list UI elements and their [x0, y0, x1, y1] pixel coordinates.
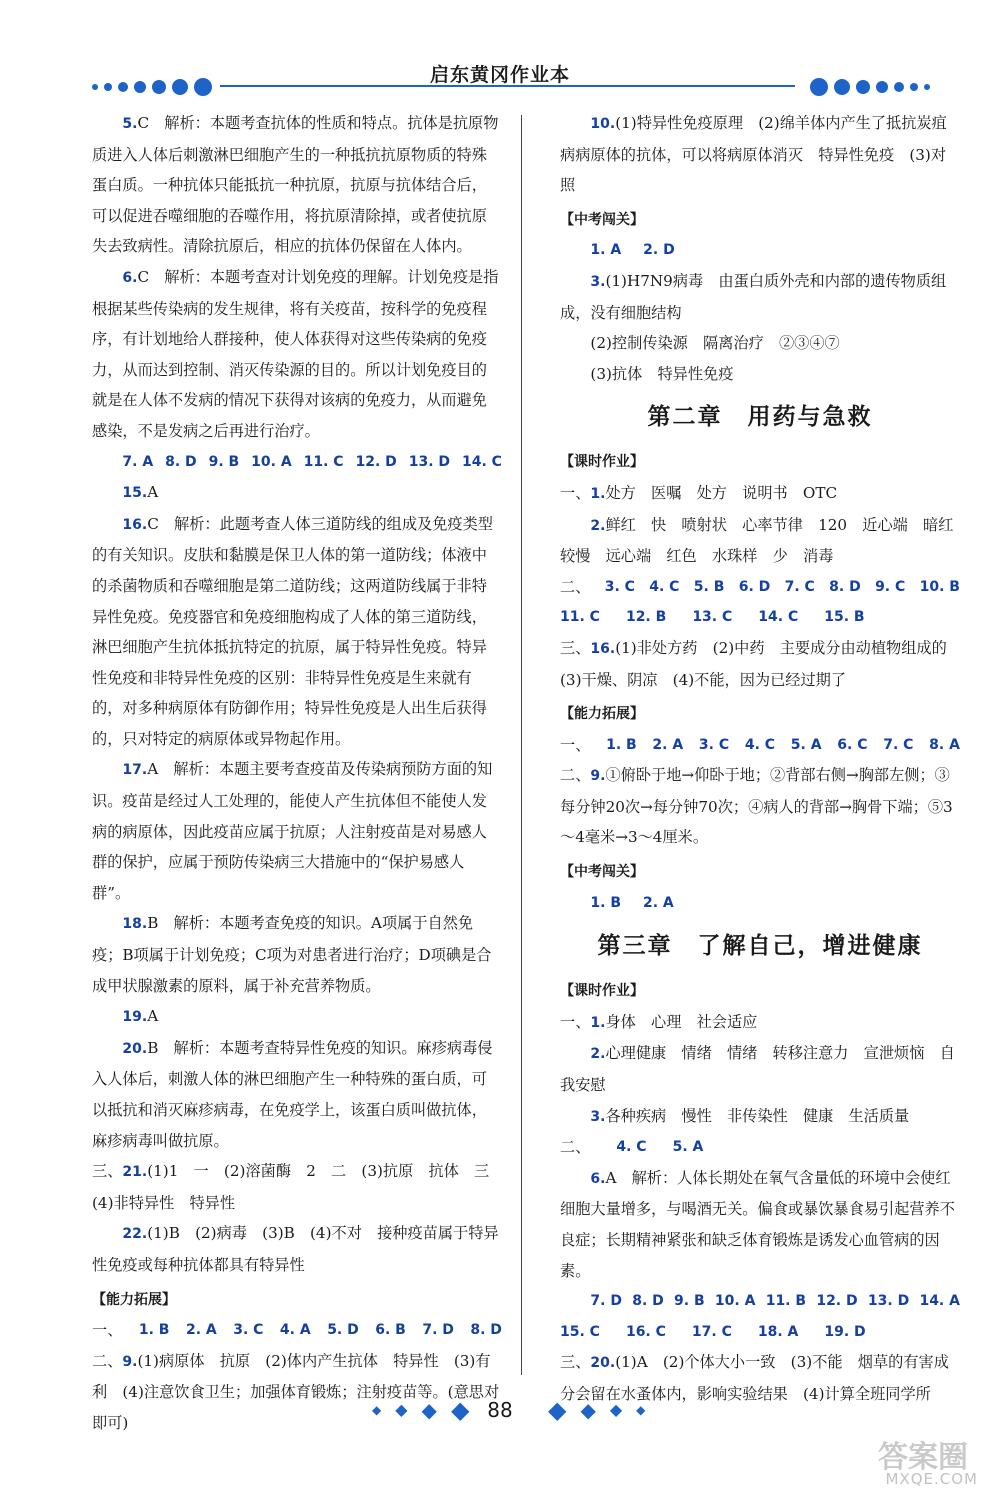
answer-item: 9. B: [208, 453, 240, 470]
answer-row: [92, 1315, 502, 1346]
left-column: [92, 108, 505, 1439]
question-number: 19.: [122, 1009, 148, 1026]
answer-paragraph: [92, 754, 502, 908]
question-number: 15.: [122, 485, 148, 502]
answer-item: 6. B: [375, 1322, 406, 1339]
answer-text: 身体 心理 社会适应: [605, 1012, 758, 1031]
answer-text: C 解析：此题考查人体三道防线的组成及免疫类型的有关知识。皮肤和黏膜是保卫人体的第一道防线；体液中的杀菌物质和吞噬细胞是第二道防线；这两道防线属于非特异性免疫。免疫器官和免疫细胞构成了人体的第三道防线，淋巴细胞产生抗体抵抗特定的抗原，属于特异性免疫。特异性免疫和非特异性免疫的区别：非特异性免疫是生来就有的，对多种病原体有防御作用；特异性免疫是人出生后获得的，只对特定的病原体或异物起作用。: [92, 514, 493, 748]
answer-item: 12. D: [816, 1293, 858, 1310]
answer-item: 1. B: [138, 1322, 170, 1339]
answer-text: C 解析：本题考查抗体的性质和特点。抗体是抗原物质进入人体后刺激淋巴细胞产生的一种抵抗抗原物质的特殊蛋白质。一种抗体只能抵抗一种抗原，抗原与抗体结合后，可以促进吞噬细胞的吞噬作用，将抗原清除掉，或者使抗原失去致病性。清除抗原后，相应的抗体仍保留在人体内。: [92, 114, 499, 256]
page-footer: [0, 1392, 1000, 1432]
answer-item: 12. D: [355, 453, 397, 470]
answer-item: 14. A: [919, 1293, 960, 1310]
answer-text: (1)病原体 抗原 (2)体内产生抗体 特异性 (3)有利 (4)注意饮食卫生；加强体育锻炼；注射疫苗等。(意思对即可): [92, 1351, 500, 1432]
question-number: 6.: [122, 269, 138, 286]
answer-paragraph: [92, 1218, 502, 1280]
answer-item: 18. A: [757, 1323, 799, 1340]
answer-item: 19. D: [824, 1323, 866, 1340]
chapter-heading: 第二章 用药与急救: [647, 404, 873, 431]
answer-item: 8. D: [470, 1322, 502, 1339]
answer-paragraph: [560, 760, 960, 853]
header-dots-right: [810, 72, 930, 102]
answer-row: [560, 730, 960, 761]
answer-paragraph: [92, 1033, 502, 1156]
answer-item: 10. B: [919, 578, 960, 595]
section-heading: 【能力拓展】: [560, 706, 644, 723]
item-prefix: 二、: [560, 577, 591, 596]
answer-text: (1)非处方药 (2)中药 主要成分由动植物组成的 (3)干燥、阴凉 (4)不能，因为已经过期了: [560, 638, 962, 689]
answer-item: 1. A: [590, 242, 622, 259]
answer-paragraph: [560, 108, 960, 201]
answer-item: 11. C: [560, 609, 600, 626]
answer-text: (1)B (2)病毒 (3)B (4)不对 接种疫苗属于特异性免疫或每种抗体都具有特异性: [92, 1224, 499, 1274]
answer-paragraph: [92, 262, 502, 447]
question-number: 9.: [590, 768, 606, 785]
section-heading: 【课时作业】: [560, 983, 644, 1000]
question-number: 17.: [122, 762, 148, 779]
answer-item: 10. A: [714, 1293, 756, 1310]
answer-item: 9. C: [875, 578, 906, 595]
answer-item: 1. B: [590, 894, 621, 911]
answer-item: 13. D: [867, 1293, 910, 1310]
answer-text: (1)特异性免疫原理 (2)绵羊体内产生了抵抗炭疽病病原体的抗体，可以将病原体消灭 特异性免疫 (3)对照: [560, 114, 947, 195]
answer-item: 14. C: [758, 609, 799, 626]
answer-paragraph: [560, 1007, 960, 1039]
answer-item: 7. D: [590, 1293, 622, 1310]
answer-item: 4. C: [744, 736, 776, 753]
answer-text: (3)抗体 特异性免疫: [590, 364, 734, 383]
answer-text: 心理健康 情绪 情绪 转移注意力 宣泄烦恼 自我安慰: [560, 1044, 955, 1095]
item-prefix: 三、: [560, 638, 591, 657]
answer-text: A 解析：人体长期处在氧气含量低的环境中会使红细胞大量增多，与喝酒无关。偏食或暴饮暴食易引起营养不良症；长期精神紧张和缺乏体育锻炼是诱发心血管病的因素。: [560, 1168, 955, 1280]
answer-item: 4. A: [279, 1322, 311, 1339]
answer-text: B 解析：本题考查特异性免疫的知识。麻疹病毒侵入人体后，刺激人体的淋巴细胞产生一种特殊的蛋白质，可以抵抗和消灭麻疹病毒，在免疫学上，该蛋白质叫做抗体，麻疹病毒叫做抗原。: [92, 1038, 493, 1150]
question-number: 5.: [122, 116, 138, 132]
question-number: 1.: [590, 1014, 606, 1031]
answer-paragraph: [560, 510, 969, 572]
answer-item: 5. D: [327, 1322, 359, 1339]
answer-text: 处方 医嘱 处方 说明书 OTC: [605, 483, 838, 502]
answer-paragraph: [92, 509, 502, 755]
answer-item: 8. D: [632, 1293, 664, 1310]
answer-item: 8. D: [829, 578, 861, 595]
answer-item: 2. A: [652, 736, 684, 753]
answer-item: 1. B: [606, 736, 637, 753]
answer-item: 13. D: [408, 453, 451, 470]
question-number: 18.: [122, 916, 148, 933]
answer-text: ①俯卧于地→仰卧于地；②背部右侧→胸部左侧；③每分钟20次→每分钟70次；④病人的背部→胸骨下端；⑤3～4毫米→3～4厘米。: [560, 766, 953, 847]
answer-item: 7. D: [422, 1322, 454, 1339]
question-number: 21.: [122, 1164, 148, 1181]
answer-row: [560, 888, 960, 919]
answer-row: [560, 572, 960, 603]
item-prefix: 一、: [560, 483, 591, 502]
answer-item: 2. A: [185, 1322, 217, 1339]
answer-text: C 解析：本题考查对计划免疫的理解。计划免疫是指根据某些传染病的发生规律，将有关疫苗，按科学的免疫程序，有计划地给人群接种，使人体获得对这些传染病的免疫力，从而达到控制、消灭传染源的目的。所以计划免疫目的就是在人体不发病的情况下获得对该病的免疫力，从而避免感染，不是发病之后再进行治疗。: [92, 267, 499, 440]
answer-paragraph: [560, 266, 960, 328]
answer-paragraph: [92, 1001, 502, 1033]
question-number: 22.: [122, 1226, 148, 1243]
section-heading: 【中考闯关】: [560, 864, 644, 881]
answer-item: 6. C: [837, 736, 868, 753]
answer-row: [560, 602, 960, 633]
answer-paragraph: [560, 328, 960, 359]
answer-item: 7. C: [784, 578, 815, 595]
answer-paragraph: [92, 108, 502, 262]
answer-item: 13. C: [692, 609, 733, 626]
answer-item: 5. A: [790, 736, 822, 753]
answer-paragraph: [560, 1163, 960, 1286]
answer-text: (1)H7N9病毒 由蛋白质外壳和内部的遗传物质组成，没有细胞结构: [560, 271, 947, 322]
answer-item: 8. D: [165, 453, 197, 470]
item-prefix: 二、: [560, 1138, 591, 1157]
answer-paragraph: [560, 633, 960, 695]
item-prefix: 一、: [560, 735, 591, 754]
watermark-title: 答案圈: [878, 1440, 968, 1475]
answer-paragraph: [92, 908, 502, 1001]
question-number: 9.: [122, 1353, 138, 1370]
answer-text: B 解析：本题考查免疫的知识。A项属于自然免疫；B项属于计划免疫；C项为对患者进行治疗；D项碘是合成甲状腺激素的原料，属于补充营养物质。: [92, 914, 492, 995]
item-prefix: 二、: [92, 1351, 123, 1370]
answer-item: 8. A: [929, 736, 960, 753]
question-number: 6.: [590, 1170, 606, 1187]
answer-paragraph: [560, 359, 960, 390]
answer-item: 10. A: [251, 453, 292, 470]
answer-paragraph: [92, 477, 502, 509]
footer-diamonds-right: ◆ ◆ ◆ ◆: [548, 1396, 646, 1424]
item-prefix: 三、: [92, 1162, 123, 1181]
question-number: 3.: [590, 273, 606, 290]
answer-item: 7. A: [122, 453, 154, 470]
answer-row: [560, 235, 960, 266]
question-number: 2.: [590, 517, 606, 534]
answer-row: [92, 447, 502, 478]
section-heading: 【能力拓展】: [92, 1291, 176, 1308]
section-heading: 【课时作业】: [560, 454, 644, 471]
answer-item: 2. D: [643, 242, 675, 259]
section-heading: 【中考闯关】: [560, 211, 644, 228]
answer-item: 4. C: [616, 1139, 647, 1156]
item-prefix: 二、: [560, 766, 591, 785]
answer-item: 3. C: [604, 578, 635, 595]
page-number: 88: [487, 1398, 513, 1422]
column-divider: [521, 115, 522, 1375]
answer-text: (1)A (2)个体大小一致 (3)不能 烟草的有害成分会留在水蚤体内，影响实验结果 (4)计算全班同学所: [560, 1353, 949, 1403]
answer-item: 3. C: [233, 1322, 264, 1339]
question-number: 10.: [590, 116, 616, 132]
question-number: 3.: [590, 1108, 606, 1125]
answer-item: 17. C: [691, 1323, 732, 1340]
answer-text: A: [147, 483, 159, 502]
answer-item: 5. B: [693, 578, 725, 595]
answer-item: 11. B: [765, 1293, 807, 1310]
answer-text: A: [147, 1007, 159, 1026]
footer-diamonds-left: ◆ ◆ ◆ ◆: [372, 1396, 470, 1424]
question-number: 20.: [590, 1355, 616, 1372]
question-number: 16.: [590, 640, 616, 657]
answer-paragraph: [560, 1101, 960, 1133]
page-title: 启东黄冈作业本: [429, 64, 570, 86]
watermark-url: MXQE.COM: [885, 1470, 978, 1488]
chapter-heading: 第三章 了解自己，增进健康: [597, 933, 923, 960]
item-prefix: 一、: [560, 1012, 591, 1031]
answer-item: 16. C: [625, 1323, 666, 1340]
answer-text: 各种疾病 慢性 非传染性 健康 生活质量: [605, 1106, 910, 1125]
answer-item: 2. A: [643, 894, 674, 911]
answer-item: 4. C: [649, 578, 680, 595]
answer-item: 9. B: [674, 1293, 705, 1310]
page-header: [0, 52, 1000, 102]
answer-item: 15. B: [824, 609, 865, 626]
answer-paragraph: [560, 1038, 960, 1100]
question-number: 1.: [590, 485, 606, 502]
answer-row: [560, 1286, 960, 1317]
watermark-logo: [798, 1432, 978, 1492]
answer-item: 5. A: [672, 1139, 704, 1156]
answer-text: 鲜红 快 喷射状 心率节律 120 近心端 暗红 较慢 远心端 红色 水珠样 少 消毒: [560, 515, 969, 566]
answer-text: (1)1 一 (2)溶菌酶 2 二 (3)抗原 抗体 三 (4)非特异性 特异性: [92, 1162, 505, 1212]
answer-row: [560, 1317, 960, 1348]
answer-item: 14. C: [461, 453, 502, 470]
right-column: [560, 108, 969, 1410]
answer-text: A 解析：本题主要考查疫苗及传染病预防方面的知识。疫苗是经过人工处理的，能使人产生抗体但不能使人发病的病原体，因此疫苗应属于抗原；人注射疫苗是对易感人群的保护，应属于预防传染病三大措施中的“保护易感人群”。: [92, 760, 493, 902]
question-number: 2.: [590, 1046, 606, 1063]
item-prefix: 三、: [560, 1353, 591, 1372]
question-number: 16.: [122, 516, 148, 533]
answer-text: (2)控制传染源 隔离治疗 ②③④⑦: [590, 334, 840, 353]
question-number: 20.: [122, 1040, 148, 1057]
answer-paragraph: [560, 478, 960, 510]
answer-item: 6. D: [738, 578, 771, 595]
answer-item: 11. C: [303, 453, 344, 470]
answer-item: 15. C: [560, 1323, 600, 1340]
answer-row: [560, 1132, 960, 1163]
answer-paragraph: [92, 1156, 505, 1218]
answer-item: 12. B: [625, 609, 667, 626]
item-prefix: 一、: [92, 1321, 123, 1340]
answer-item: 3. C: [698, 736, 730, 753]
answer-item: 7. C: [883, 736, 914, 753]
